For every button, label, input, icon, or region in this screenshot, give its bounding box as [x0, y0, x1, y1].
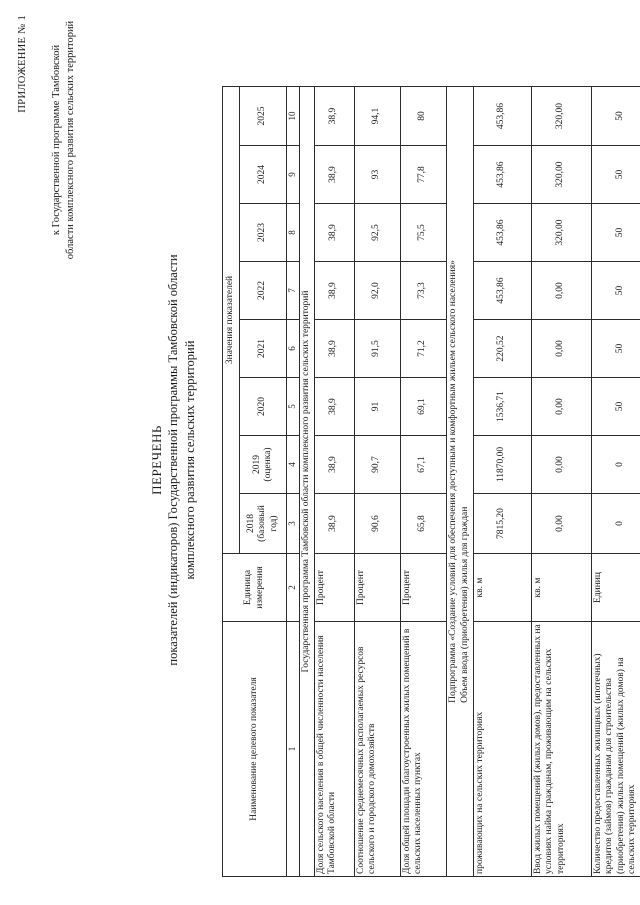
indicator-value: 38,9	[314, 436, 354, 494]
col-header-year: 2022	[240, 262, 287, 320]
heading-line-1: показателей (индикаторов) Государственной программы Тамбовской области	[166, 254, 180, 666]
indicator-name: Доля сельского населения в общей численности населения Тамбовской области	[314, 622, 354, 877]
indicator-value: 320,00	[531, 146, 591, 204]
section-program: Государственная программа Тамбовской области комплексного развития сельских территорий	[299, 87, 314, 877]
indicator-value: 453,86	[473, 87, 531, 146]
indicator-value: 91,5	[354, 320, 400, 378]
indicator-name: Количество предоставленных жилищных (ипотечных) кредитов (займов) гражданам для строительства (приобретения) жилых помещений (жилых домов) на сельских территориях	[591, 622, 640, 877]
indicator-value: 0,00	[531, 262, 591, 320]
col-header-2018-line: 2018	[245, 514, 256, 533]
table-row	[400, 87, 446, 877]
col-number: 2	[287, 554, 300, 622]
section-subprogram-line: Подпрограмма «Создание условий для обеспечения доступным и комфортным жильем сельского населения»	[448, 260, 458, 703]
indicator-value: 75,5	[400, 204, 446, 262]
indicator-value: 0	[591, 494, 640, 554]
col-number: 5	[287, 378, 300, 436]
indicator-name: Доля общей площади благоустроенных жилых помещений в сельских населенных пунктах	[400, 622, 446, 877]
indicator-value: 38,9	[314, 204, 354, 262]
indicator-value: 94,1	[354, 87, 400, 146]
col-number: 8	[287, 204, 300, 262]
indicator-unit: кв. м	[531, 554, 591, 622]
indicator-value: 90,6	[354, 494, 400, 554]
indicator-value: 80	[400, 87, 446, 146]
column-number-row	[287, 87, 300, 877]
indicator-value: 38,9	[314, 262, 354, 320]
indicator-value: 0,00	[531, 494, 591, 554]
col-header-2018	[240, 494, 287, 554]
indicator-value: 91	[354, 378, 400, 436]
table-row	[314, 87, 354, 877]
indicator-unit: Процент	[314, 554, 354, 622]
col-number: 7	[287, 262, 300, 320]
indicator-value: 453,86	[473, 204, 531, 262]
indicators-table	[222, 86, 640, 877]
header-row-1	[223, 87, 240, 877]
indicator-value: 77,8	[400, 146, 446, 204]
indicator-value: 50	[591, 320, 640, 378]
indicator-value: 71,2	[400, 320, 446, 378]
col-number: 1	[287, 622, 300, 877]
table-row	[354, 87, 400, 877]
indicator-value: 38,9	[314, 378, 354, 436]
indicator-value: 92,0	[354, 262, 400, 320]
indicator-value: 73,3	[400, 262, 446, 320]
indicator-value: 1536,71	[473, 378, 531, 436]
col-number: 10	[287, 87, 300, 146]
indicator-value: 320,00	[531, 87, 591, 146]
indicator-value: 220,52	[473, 320, 531, 378]
col-header-unit: Единица измерения	[223, 554, 287, 622]
indicator-value: 65,8	[400, 494, 446, 554]
indicator-value: 90,7	[354, 436, 400, 494]
indicator-value: 7815,20	[473, 494, 531, 554]
section-row-program	[299, 87, 314, 877]
indicator-name: Ввод жилых помещений (жилых домов), предоставленных на условиях найма гражданам, проживающим на сельских территориях	[531, 622, 591, 877]
indicator-value: 50	[591, 204, 640, 262]
indicator-value: 38,9	[314, 320, 354, 378]
appendix-title: ПРИЛОЖЕНИЕ № 1	[17, 15, 28, 113]
col-header-year: 2021	[240, 320, 287, 378]
indicator-value: 50	[591, 146, 640, 204]
indicator-value: 453,86	[473, 262, 531, 320]
col-header-year: 2023	[240, 204, 287, 262]
col-number: 6	[287, 320, 300, 378]
col-header-year: 2020	[240, 378, 287, 436]
indicator-value: 69,1	[400, 378, 446, 436]
indicator-value: 320,00	[531, 204, 591, 262]
section-row-subprogram	[446, 87, 473, 877]
indicator-value: 50	[591, 87, 640, 146]
indicator-value: 11870,00	[473, 436, 531, 494]
col-number: 4	[287, 436, 300, 494]
indicator-unit: Процент	[354, 554, 400, 622]
section-subprogram-text	[448, 260, 471, 703]
indicator-value: 50	[591, 378, 640, 436]
appendix-line-1: к Государственной программе Тамбовской	[51, 44, 62, 236]
indicator-value: 0,00	[531, 378, 591, 436]
appendix-line-2: области комплексного развития сельских территорий	[65, 20, 76, 260]
col-number: 3	[287, 494, 300, 554]
indicator-unit: кв. м	[473, 554, 531, 622]
col-header-2018-line: год)	[268, 515, 279, 532]
indicator-name: проживающих на сельских территориях	[473, 622, 531, 877]
indicator-unit: Единиц	[591, 554, 640, 622]
indicator-value: 67,1	[400, 436, 446, 494]
indicator-value: 38,9	[314, 87, 354, 146]
table-row	[473, 87, 531, 877]
section-subprogram	[446, 87, 473, 877]
indicator-value: 92,5	[354, 204, 400, 262]
section-subprogram-line: Объем ввода (приобретения) жилья для граждан	[459, 506, 470, 703]
table-row	[591, 87, 640, 877]
indicator-value: 0,00	[531, 436, 591, 494]
col-header-year: 2024	[240, 146, 287, 204]
col-number: 9	[287, 146, 300, 204]
col-header-year: 2025	[240, 87, 287, 146]
indicator-unit: Процент	[400, 554, 446, 622]
indicator-value: 0,00	[531, 320, 591, 378]
col-header-2019-line: 2019	[251, 455, 262, 474]
document-heading	[148, 135, 199, 785]
col-header-name: Наименование целевого показателя	[223, 622, 287, 877]
heading-title: ПЕРЕЧЕНЬ	[149, 425, 164, 495]
col-header-values-group: Значения показателей	[223, 87, 240, 554]
table-row	[531, 87, 591, 877]
indicator-value: 93	[354, 146, 400, 204]
indicator-value: 0	[591, 436, 640, 494]
indicator-value: 50	[591, 262, 640, 320]
indicator-value: 38,9	[314, 146, 354, 204]
heading-line-2: комплексного развития сельских территорий	[183, 340, 197, 580]
indicator-value: 453,86	[473, 146, 531, 204]
indicator-value: 38,9	[314, 494, 354, 554]
col-header-2018-line: (базовый	[257, 505, 268, 542]
col-header-2019-line: (оценка)	[263, 447, 273, 482]
appendix-block	[16, 15, 78, 265]
col-header-2019	[240, 436, 287, 494]
indicator-name: Соотношение среднемесячных располагаемых ресурсов сельского и городского домохозяйств	[354, 622, 400, 877]
